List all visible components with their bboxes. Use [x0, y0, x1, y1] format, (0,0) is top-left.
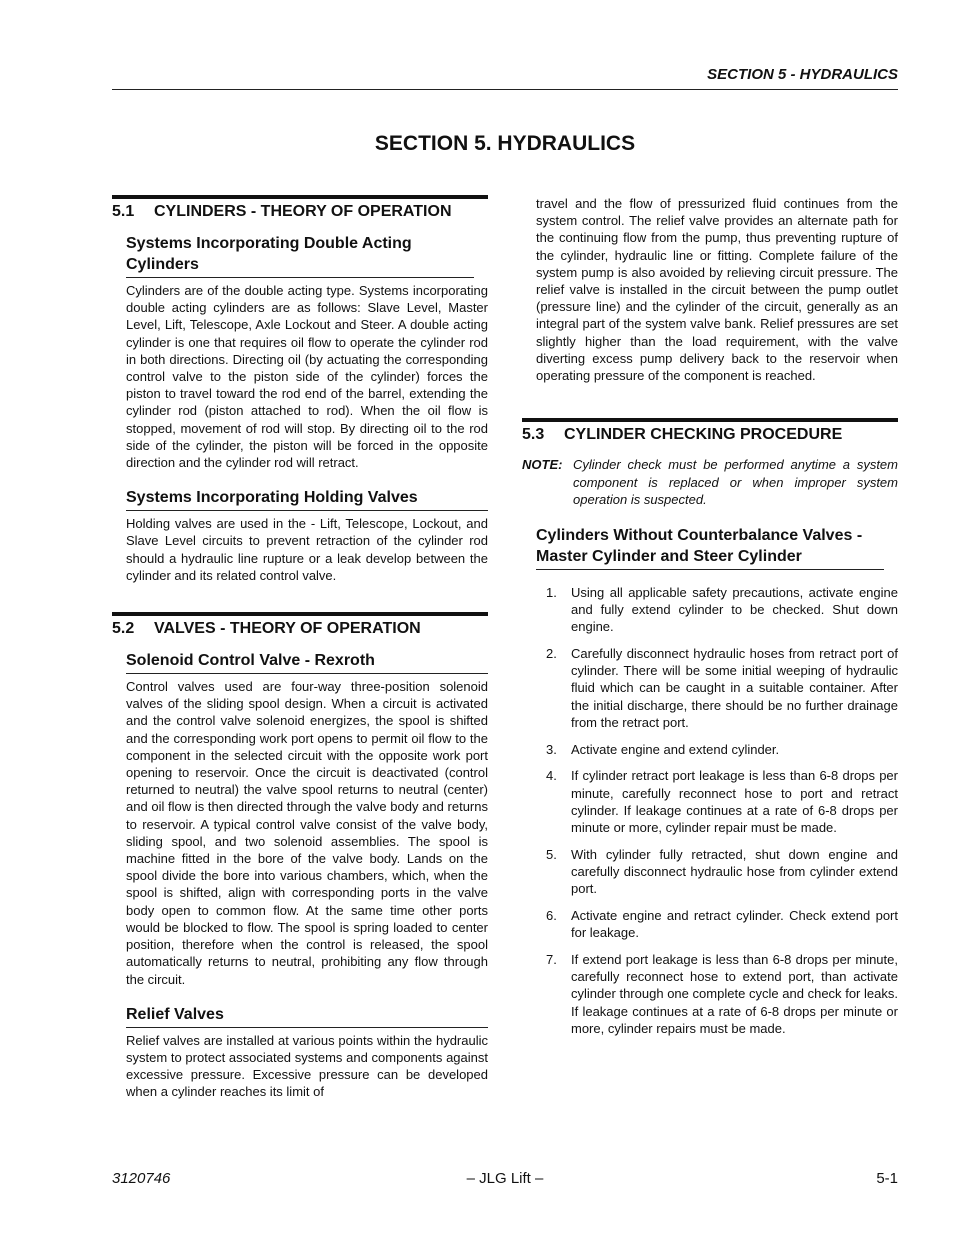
step-text: With cylinder fully retracted, shut down engine and carefully disconnect hydraulic hose from cylinder extend port.	[571, 846, 898, 897]
page-title: SECTION 5. HYDRAULICS	[374, 132, 636, 155]
paragraph: Control valves used are four-way three-position solenoid valves of the sliding spool design. When a circuit is activated and the control valve solenoid energizes, the spool is shifted and the corresponding work port opens to permit oil flow to the component in the selected circuit with the opposite work port opening to reservoir. Once the circuit is deactivated (control returned to neutral) the valve spool returns to neutral (center) and oil flow is then directed through the valve body and returns to reservoir. A typical control valve consist of the valve body, sliding spool, and two solenoid assemblies. The spool is machine fitted in the bore of the valve body. Lands on the spool divide the bore into various chambers, which, when the spool is shifted, align with corresponding ports in the valve body open to common flow. At the same time other ports would be blocked to flow. The spool is spring loaded to center position, therefore when the control is released, the spool automatically returns to neutral, prohibiting any flow through the circuit.	[126, 679, 488, 987]
procedure-steps	[522, 584, 898, 1037]
section-5-3-heading	[522, 418, 898, 444]
step-text: If cylinder retract port leakage is less than 6-8 drops per minute, carefully reconnect hose to port and retract cylinder. If leakage continues at a rate of 6-8 drops per minute or more, cylinder repair must be made.	[571, 768, 898, 835]
list-item	[522, 584, 898, 636]
list-item	[522, 951, 898, 1037]
subsection-heading: Relief Valves	[126, 1004, 488, 1028]
right-column	[522, 195, 898, 1047]
step-text: Using all applicable safety precautions, activate engine and fully extend cylinder to be checked. Shut down engine.	[571, 584, 898, 635]
section-5-2-heading	[112, 612, 488, 638]
paragraph-continued: travel and the flow of pressurized fluid continues from the system control. The relief valve provides an alternate path for the continuing flow from the pump, thus preventing rupture of the cylinder, hydraulic line or fitting. Complete failure of the system pump is also avoided by relieving circuit pressure. The relief valve is installed in the circuit between the pump outlet (pressure line) and the cylinder of the circuit, generally as an integral part of the system valve bank. Relief pressures are set slightly higher than the load requirement, with the valve diverting excess pump delivery back to the reservoir when operating pressure of the component is reached.	[536, 196, 898, 384]
section-number: 5.2	[112, 620, 135, 638]
step-number: 3.	[546, 741, 557, 757]
step-number: 1.	[546, 584, 557, 600]
paragraph: Holding valves are used in the - Lift, Telescope, Lockout, and Slave Level circuits to prevent retraction of the cylinder rod should a hydraulic line rupture or a leak develop between the cylinder and its related control valve.	[126, 516, 488, 583]
footer-page-number: 5-1	[876, 1170, 898, 1187]
section-number: 5.3	[522, 426, 545, 444]
section-title: CYLINDERS - THEORY OF OPERATION	[154, 203, 452, 220]
section-number: 5.1	[112, 203, 135, 220]
header-rule	[112, 89, 898, 90]
subsection-heading: Solenoid Control Valve - Rexroth	[126, 650, 488, 674]
step-text: Activate engine and retract cylinder. Check extend port for leakage.	[571, 907, 898, 941]
list-item	[522, 645, 898, 731]
note-text: Cylinder check must be performed anytime a system component is replaced or when improper system operation is suspected.	[573, 457, 898, 508]
step-text: Carefully disconnect hydraulic hoses from retract port of cylinder. There will be some initial weeping of hydraulic fluid which can be caught in a suitable container. After the initial discharge, there should be no further drainage from the retract port.	[571, 645, 898, 730]
note-label: NOTE:	[522, 457, 563, 473]
step-number: 4.	[546, 768, 557, 784]
step-number: 2.	[546, 645, 557, 661]
left-column	[112, 195, 488, 1101]
subsection-heading: Systems Incorporating Holding Valves	[126, 487, 488, 511]
step-text: If extend port leakage is less than 6-8 drops per minute, carefully reconnect hose to extend port, than activate cylinder through one complete cycle and check for leaks. If leakage continues at a rate of 6-8 drops per minute or more, cylinder repairs must be made.	[571, 951, 898, 1036]
list-item	[522, 741, 898, 758]
step-number: 7.	[546, 951, 557, 967]
step-text: Activate engine and extend cylinder.	[571, 741, 780, 757]
subsection-heading: Cylinders Without Counterbalance Valves - Master Cylinder and Steer Cylinder	[536, 525, 884, 570]
subsection-heading: Systems Incorporating Double Acting Cylinders	[126, 233, 474, 278]
list-item	[522, 767, 898, 836]
list-item	[522, 907, 898, 941]
running-header: SECTION 5 - HYDRAULICS	[707, 66, 898, 83]
list-item	[522, 846, 898, 898]
paragraph: Relief valves are installed at various points within the hydraulic system to protect associated systems and components against excessive pressure. Excessive pressure can be developed when a cylinder reaches its limit of	[126, 1032, 488, 1100]
section-title: CYLINDER CHECKING PROCEDURE	[564, 426, 843, 444]
note	[522, 456, 898, 509]
footer-center-text: – JLG Lift –	[466, 1170, 544, 1187]
step-number: 5.	[546, 846, 557, 862]
section-title: VALVES - THEORY OF OPERATION	[154, 620, 421, 638]
section-5-1-heading	[112, 195, 488, 221]
paragraph: Cylinders are of the double acting type. Systems incorporating double acting cylinders are as follows: Slave Level, Master Level, Lift, Telescope, Axle Lockout and Steer. A double acting cylinder is one that requires oil flow to operate the cylinder rod in both directions. Directing oil (by actuating the corresponding control valve to the piston side of the cylinder) forces the piston to travel toward the rod end of the barrel, extending the cylinder rod (piston attached to rod). When the oil flow is stopped, movement of rod will stop. By directing oil to the rod side of the cylinder, the piston will be forced in the opposite direction and the cylinder rod will retract.	[126, 283, 488, 471]
footer-doc-number: 3120746	[112, 1170, 171, 1187]
step-number: 6.	[546, 907, 557, 923]
